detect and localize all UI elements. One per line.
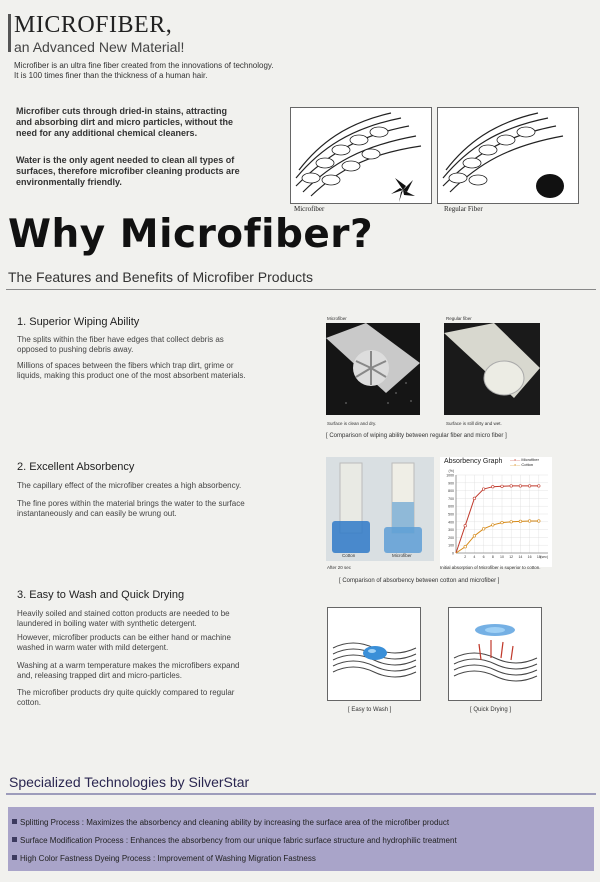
y-tick-label: 600 bbox=[448, 504, 454, 509]
microfiber-strands-illustration bbox=[291, 108, 431, 203]
intro-line: Microfiber is an ultra fine fiber created from the innovations of technology. bbox=[14, 61, 274, 70]
text-line: The capillary effect of the microfiber creates a high absorbency. bbox=[17, 481, 242, 490]
jar-label-cotton: Cotton bbox=[342, 553, 356, 558]
data-point-cotton bbox=[538, 520, 541, 523]
legend-label: Microfiber bbox=[521, 457, 539, 462]
section-heading-absorbency: 2. Excellent Absorbency bbox=[17, 461, 135, 473]
para-line: Water is the only agent needed to clean all types of bbox=[16, 155, 235, 165]
bullet-square-icon bbox=[12, 819, 17, 824]
para-line: need for any additional chemical cleaners. bbox=[16, 128, 198, 139]
technology-item bbox=[12, 818, 449, 827]
data-point-cotton bbox=[473, 535, 476, 538]
easy-to-wash-caption: [ Easy to Wash ] bbox=[348, 707, 392, 713]
jar-label-microfiber: Microfiber bbox=[392, 553, 412, 558]
text-line: liquids, making this product one of the most absorbent materials. bbox=[17, 370, 246, 380]
photo-caption-left: Surface is clean and dry. bbox=[327, 421, 377, 426]
text-line: The splits within the fiber have edges that collect debris as bbox=[17, 335, 224, 344]
divider bbox=[6, 289, 596, 290]
y-tick-label: 800 bbox=[448, 489, 454, 494]
microfiber-label: Microfiber bbox=[294, 205, 325, 213]
legend-item: —o— Microfiber bbox=[510, 457, 539, 462]
section-text bbox=[17, 335, 275, 354]
page-subtitle: an Advanced New Material! bbox=[14, 39, 185, 55]
x-tick-label: 12 bbox=[509, 555, 514, 559]
section-heading-wiping: 1. Superior Wiping Ability bbox=[17, 316, 140, 328]
section-heading-washing: 3. Easy to Wash and Quick Drying bbox=[17, 589, 185, 601]
intro-text bbox=[14, 61, 314, 81]
section-text bbox=[17, 609, 275, 628]
text-line: laundered in boiling water with synthetic detergent. bbox=[17, 618, 197, 628]
text-line: washed in warm water with mild detergent. bbox=[17, 642, 169, 652]
data-point-microfiber bbox=[492, 485, 495, 488]
x-tick-label: 2 bbox=[464, 555, 467, 559]
data-point-cotton bbox=[464, 545, 467, 548]
x-tick-label: 18 bbox=[536, 555, 541, 559]
photo-label-microfiber: Microfiber bbox=[327, 316, 347, 321]
photo-label-regular: Regular fiber bbox=[446, 316, 472, 321]
text-line: Washing at a warm temperature makes the microfibers expand bbox=[17, 661, 240, 670]
data-point-microfiber bbox=[538, 485, 541, 488]
x-tick-label: 14 bbox=[518, 555, 523, 559]
text-line: instantaneously and can easily be wrung out. bbox=[17, 508, 177, 518]
technology-item-text: Surface Modification Process : Enhances the absorbency from our unique fabric surface structure and hydrophilic treatment bbox=[20, 836, 457, 845]
y-tick-label: 900 bbox=[448, 481, 454, 486]
legend-label: Cotton bbox=[521, 462, 534, 467]
y-tick-label: 400 bbox=[448, 520, 454, 525]
x-tick-label: 16 bbox=[527, 555, 532, 559]
graph-title: Absorbency Graph bbox=[444, 458, 503, 465]
regular-fiber-strands-illustration bbox=[438, 108, 578, 203]
legend-item: —o— Cotton bbox=[510, 462, 534, 467]
text-line: and, releasing trapped dirt and micro-particles. bbox=[17, 670, 182, 680]
section-text bbox=[17, 361, 275, 380]
microfiber-illustration-panel bbox=[290, 107, 432, 213]
data-point-cotton bbox=[492, 524, 495, 527]
x-tick-label: 4 bbox=[473, 555, 476, 559]
absorbency-graph bbox=[440, 457, 552, 567]
data-point-cotton bbox=[528, 520, 531, 523]
y-tick-label: 300 bbox=[448, 528, 454, 533]
data-point-microfiber bbox=[473, 497, 476, 500]
text-line: The fine pores within the material brings the water to the surface bbox=[17, 499, 245, 508]
title-accent-bar bbox=[8, 14, 11, 52]
why-heading: Why Microfiber? bbox=[8, 212, 374, 257]
section-text bbox=[17, 633, 275, 652]
x-tick-label: 6 bbox=[482, 555, 485, 559]
quick-drying-illustration bbox=[448, 607, 542, 701]
para-line: surfaces, therefore microfiber cleaning products are bbox=[16, 166, 240, 177]
series-line-cotton bbox=[456, 521, 539, 553]
y-tick-label: 700 bbox=[448, 496, 454, 501]
description-paragraph-2 bbox=[16, 155, 296, 189]
x-tick-label: 10 bbox=[500, 555, 504, 559]
para-line: Microfiber cuts through dried-in stains, attracting bbox=[16, 106, 228, 116]
data-point-cotton bbox=[501, 521, 504, 524]
photo-caption-right: Surface is still dirty and wet. bbox=[446, 421, 502, 426]
y-tick-label: 1000 bbox=[446, 473, 454, 478]
data-point-microfiber bbox=[501, 485, 504, 488]
description-paragraph-1 bbox=[16, 106, 296, 140]
para-line: and absorbing dirt and micro particles, without the bbox=[16, 117, 234, 128]
data-point-microfiber bbox=[519, 485, 522, 488]
section-text bbox=[17, 688, 275, 707]
y-tick-label: 500 bbox=[448, 512, 454, 517]
data-point-microfiber bbox=[482, 488, 485, 491]
technology-item bbox=[12, 854, 316, 863]
x-axis-label: (sec) bbox=[540, 555, 548, 559]
text-line: However, microfiber products can be either hand or machine bbox=[17, 633, 231, 642]
y-tick-label: 200 bbox=[448, 535, 454, 540]
features-subheading: The Features and Benefits of Microfiber Products bbox=[8, 269, 314, 285]
data-point-microfiber bbox=[510, 485, 513, 488]
section-text bbox=[17, 481, 275, 491]
easy-to-wash-illustration bbox=[327, 607, 421, 701]
graph-note: Initial absorption of Microfiber is superior to cotton. bbox=[440, 565, 541, 570]
technology-item-text: High Color Fastness Dyeing Process : Improvement of Washing Migration Fastness bbox=[20, 854, 316, 863]
microfiber-wiping-photo bbox=[326, 323, 420, 415]
graph-canvas bbox=[440, 467, 552, 562]
absorbency-comparison-caption: [ Comparison of absorbency between cotton and microfiber ] bbox=[339, 578, 500, 584]
text-line: opposed to pushing debris away. bbox=[17, 344, 134, 354]
regular-fiber-wiping-photo bbox=[444, 323, 540, 415]
section-text bbox=[17, 499, 275, 518]
specialized-technologies-title: Specialized Technologies by SilverStar bbox=[9, 774, 250, 790]
text-line: The microfiber products dry quite quickly compared to regular bbox=[17, 688, 235, 697]
divider bbox=[6, 793, 596, 795]
data-point-cotton bbox=[510, 521, 513, 524]
y-axis-label: (%) bbox=[448, 469, 454, 473]
bullet-square-icon bbox=[12, 855, 17, 860]
technology-item bbox=[12, 836, 457, 845]
text-line: cotton. bbox=[17, 697, 42, 707]
y-tick-label: 0 bbox=[452, 551, 454, 556]
intro-line: It is 100 times finer than the thickness of a human hair. bbox=[14, 71, 208, 80]
text-line: Heavily soiled and stained cotton products are needed to be bbox=[17, 609, 230, 618]
para-line: environmentally friendly. bbox=[16, 177, 122, 188]
page-title: MICROFIBER, bbox=[14, 12, 173, 38]
quick-drying-caption: [ Quick Drying ] bbox=[470, 707, 512, 713]
legend bbox=[510, 457, 539, 467]
wiping-comparison-caption: [ Comparison of wiping ability between regular fiber and micro fiber ] bbox=[326, 433, 507, 439]
regular-fiber-illustration-panel bbox=[437, 107, 579, 213]
data-point-microfiber bbox=[528, 485, 531, 488]
regular-fiber-label: Regular Fiber bbox=[444, 205, 483, 213]
technology-item-text: Splitting Process : Maximizes the absorbency and cleaning ability by increasing the surface area of the microfiber product bbox=[20, 818, 450, 827]
bullet-square-icon bbox=[12, 837, 17, 842]
y-tick-label: 100 bbox=[448, 543, 454, 548]
data-point-cotton bbox=[519, 520, 522, 523]
data-point-microfiber bbox=[464, 524, 467, 527]
text-line: Millions of spaces between the fibers which trap dirt, grime or bbox=[17, 361, 234, 370]
absorbency-jars-photo bbox=[326, 457, 434, 561]
x-tick-label: 8 bbox=[491, 555, 494, 559]
after-20-sec-label: After 20 sec bbox=[327, 565, 352, 570]
section-text bbox=[17, 661, 275, 680]
data-point-cotton bbox=[482, 528, 485, 531]
